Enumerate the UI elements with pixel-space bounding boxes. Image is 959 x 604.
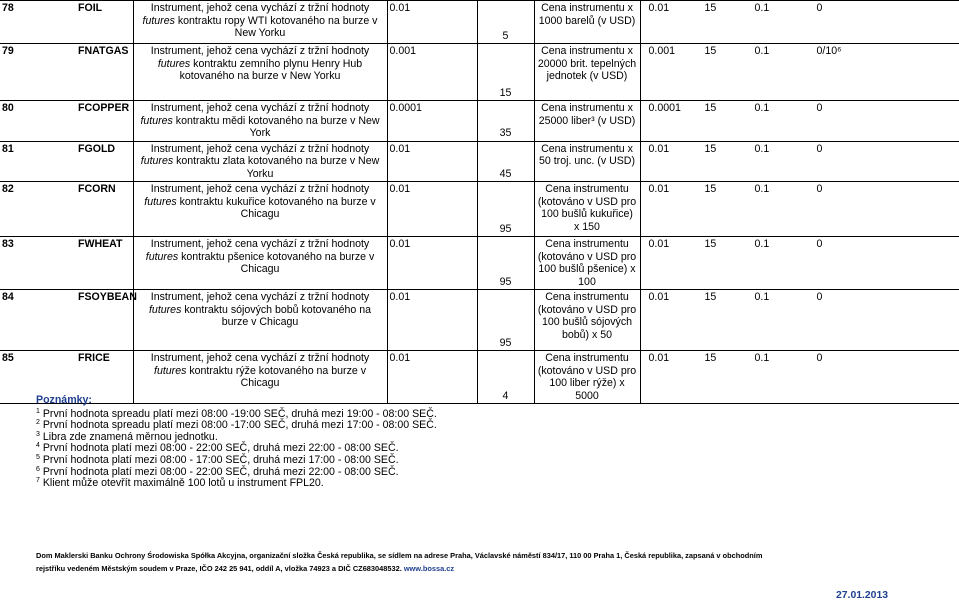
notes-title: Poznámky:: [36, 394, 92, 406]
description-text-end: kontraktu ropy WTI kotovaného na burze v New Yorku: [174, 14, 378, 39]
contract-multiplier: Cena instrumentu (kotováno v USD pro 100 bušlů sójových bobů) x 50: [534, 290, 640, 351]
table-row: [0, 44, 959, 101]
contract-multiplier: Cena instrumentu (kotováno v USD pro 100 liber rýže) x 5000: [534, 351, 640, 404]
description-text-end: kontraktu kukuřice kotovaného na burze v Chicagu: [176, 195, 376, 220]
margin: 0: [816, 142, 823, 155]
row-number: 82: [2, 183, 14, 195]
spread: 0.1: [754, 238, 770, 250]
note-text: První hodnota spreadu platí mezi 08:00 -19:00 SEČ, druhá mezi 19:00 - 08:00 SEČ.: [42, 407, 437, 420]
row-number: 83: [2, 238, 14, 250]
tick-size: 0.01: [387, 290, 477, 351]
company-footer: [36, 549, 762, 575]
instrument-description: [133, 44, 387, 101]
description-text-end: kontraktu mědi kotovaného na burze v New York: [172, 114, 380, 139]
description-futures: futures: [148, 303, 182, 316]
description-text: Instrument, jehož cena vychází z tržní hodnoty: [150, 352, 370, 364]
tick-value: 4: [477, 351, 534, 404]
margin: 0: [816, 102, 823, 114]
table-row: [0, 290, 959, 351]
min-lot: 0.01: [648, 352, 670, 364]
trading-params: [640, 351, 959, 404]
description-text: Instrument, jehož cena vychází z tržní hodnoty: [150, 183, 370, 195]
description-futures: futures: [154, 364, 187, 377]
description-text: Instrument, jehož cena vychází z tržní hodnoty: [150, 2, 370, 14]
instrument-description: [133, 290, 387, 351]
trading-params: [640, 141, 959, 182]
min-lot: 0.0001: [648, 102, 681, 114]
instrument-code: FRICE: [78, 352, 110, 364]
description-text-end: kontraktu rýže kotovaného na burze v Chicagu: [186, 364, 366, 389]
trading-params: [640, 101, 959, 142]
description-text: Instrument, jehož cena vychází z tržní hodnoty: [150, 45, 370, 57]
tick-size: 0.01: [387, 237, 477, 290]
contract-multiplier: Cena instrumentu x 1000 barelů (v USD): [534, 1, 640, 44]
description-futures: futures: [140, 114, 173, 127]
footer-url-link[interactable]: www.bossa.cz: [403, 564, 455, 573]
description-text-end: kontraktu zemního plynu Henry Hub kotovaného na burze v New Yorku: [179, 57, 363, 82]
instrument-description: [133, 101, 387, 142]
instrument-description: [133, 182, 387, 237]
spread: 0.1: [754, 102, 770, 114]
description-text-end: kontraktu pšenice kotovaného na burze v Chicagu: [178, 250, 375, 275]
min-lot: 0.01: [648, 183, 670, 195]
description-text: Instrument, jehož cena vychází z tržní hodnoty: [150, 142, 370, 155]
row-number: 85: [2, 352, 14, 364]
note-number: 4: [36, 442, 40, 450]
instrument-code: FOIL: [78, 2, 103, 14]
tick-value: 35: [477, 101, 534, 142]
note-text: Libra zde znamená měrnou jednotku.: [42, 430, 218, 443]
description-text-end: kontraktu zlata kotovaného na burze v New Yorku: [173, 155, 380, 180]
note-text: Klient může otevřít maximálně 100 lotů u instrument FPL20.: [42, 477, 324, 490]
table-row: [0, 237, 959, 290]
description-text: Instrument, jehož cena vychází z tržní hodnoty: [150, 238, 370, 250]
spread: 0.1: [754, 183, 770, 195]
margin: 0: [816, 291, 823, 303]
spread: 0.1: [754, 2, 770, 14]
max-lots: 15: [704, 45, 717, 57]
tick-value: 95: [477, 237, 534, 290]
contract-multiplier: Cena instrumentu (kotováno v USD pro 100 bušlů kukuřice) x 150: [534, 182, 640, 237]
footer-line-2: [36, 562, 762, 575]
instrument-symbol-cell: [0, 237, 133, 290]
row-number: 79: [2, 45, 14, 57]
instrument-code: FCOPPER: [78, 102, 130, 114]
tick-value: 5: [477, 1, 534, 44]
max-lots: 15: [704, 291, 717, 303]
trading-params: [640, 44, 959, 101]
instrument-symbol-cell: [0, 44, 133, 101]
instrument-description: [133, 1, 387, 44]
instrument-symbol-cell: [0, 182, 133, 237]
row-number: 80: [2, 102, 14, 114]
spread: 0.1: [754, 291, 770, 303]
trading-params: [640, 182, 959, 237]
description-text: Instrument, jehož cena vychází z tržní hodnoty: [150, 102, 370, 114]
max-lots: 15: [704, 102, 717, 114]
contract-multiplier: Cena instrumentu (kotováno v USD pro 100 bušlů pšenice) x 100: [534, 237, 640, 290]
description-futures: futures: [142, 14, 175, 27]
notes-section: [36, 395, 437, 490]
instrument-description: [133, 237, 387, 290]
footer-line-1: Dom Maklerski Banku Ochrony Środowiska Spółka Akcyjna, organizační složka Česká republika, se sídlem na adrese Praha, Václavské náměstí 834/17, 110 00 Praha 1, Česká republika, zapsaná v obchodním: [36, 551, 763, 560]
spread: 0.1: [754, 142, 770, 155]
instrument-symbol-cell: [0, 1, 133, 44]
instrument-code: FCORN: [78, 183, 116, 195]
note-text: První hodnota spreadu platí mezi 08:00 -17:00 SEČ, druhá mezi 17:00 - 08:00 SEČ.: [42, 419, 437, 432]
contract-multiplier: Cena instrumentu x 20000 brit. tepelných jednotek (v USD): [534, 44, 640, 101]
tick-size: 0.0001: [387, 101, 477, 142]
tick-value: 15: [477, 44, 534, 101]
note-text: První hodnota platí mezi 08:00 - 22:00 SEČ, druhá mezi 22:00 - 08:00 SEČ.: [42, 465, 399, 478]
instrument-symbol-cell: [0, 141, 133, 182]
tick-value: 95: [477, 290, 534, 351]
note-number: 2: [36, 419, 40, 427]
instrument-table-body: [0, 1, 959, 404]
tick-size: 0.001: [387, 44, 477, 101]
max-lots: 15: [704, 183, 717, 195]
tick-value: 45: [477, 141, 534, 182]
description-futures: futures: [144, 195, 177, 208]
instrument-code: FNATGAS: [78, 45, 129, 57]
margin: 0: [816, 2, 823, 14]
min-lot: 0.01: [648, 238, 670, 250]
tick-size: 0.01: [387, 1, 477, 44]
note-item: [36, 478, 437, 490]
note-number: 6: [36, 465, 40, 473]
instrument-code: FWHEAT: [78, 238, 123, 250]
row-number: 78: [2, 2, 14, 14]
description-futures: futures: [157, 57, 191, 70]
note-text: První hodnota platí mezi 08:00 - 22:00 SEČ, druhá mezi 22:00 - 08:00 SEČ.: [42, 442, 399, 455]
contract-multiplier: Cena instrumentu x 50 troj. unc. (v USD): [534, 141, 640, 182]
note-number: 7: [36, 477, 40, 485]
margin: 0: [816, 183, 823, 195]
note-number: 1: [36, 407, 40, 415]
footer-line-2-text: rejstříku vedeném Městským soudem v Praze, IČO 242 25 941, oddíl A, vložka 74923 a DIČ CZ683048532.: [36, 564, 404, 573]
note-number: 3: [36, 430, 40, 438]
description-text: Instrument, jehož cena vychází z tržní hodnoty: [150, 291, 370, 303]
contract-multiplier: Cena instrumentu x 25000 liber³ (v USD): [534, 101, 640, 142]
notes-list: [36, 409, 437, 490]
tick-value: 95: [477, 182, 534, 237]
instrument-code: FGOLD: [78, 142, 116, 155]
instrument-description: [133, 141, 387, 182]
row-number: 84: [2, 291, 14, 303]
instrument-symbol-cell: [0, 101, 133, 142]
table-row: [0, 101, 959, 142]
tick-size: 0.01: [387, 141, 477, 182]
trading-params: [640, 290, 959, 351]
margin: 0: [816, 352, 823, 364]
min-lot: 0.001: [648, 45, 676, 57]
note-number: 5: [36, 453, 40, 461]
table-row: [0, 1, 959, 44]
min-lot: 0.01: [648, 2, 670, 14]
description-futures: futures: [145, 250, 179, 263]
max-lots: 15: [704, 238, 717, 250]
document-date: 27.01.2013: [836, 590, 889, 601]
table-row: [0, 182, 959, 237]
table-row: [0, 141, 959, 182]
max-lots: 15: [704, 142, 717, 155]
row-number: 81: [2, 142, 14, 155]
margin: 0/10⁶: [816, 45, 842, 57]
min-lot: 0.01: [648, 291, 670, 303]
instrument-symbol-cell: [0, 290, 137, 351]
tick-size: 0.01: [387, 182, 477, 237]
instrument-code: FSOYBEAN: [78, 291, 137, 303]
max-lots: 15: [704, 2, 717, 14]
margin: 0: [816, 238, 823, 250]
note-text: První hodnota platí mezi 08:00 - 17:00 SEČ, druhá mezi 17:00 - 08:00 SEČ.: [42, 453, 399, 466]
description-text-end: kontraktu sójových bobů kotovaného na burze v Chicagu: [181, 303, 372, 328]
spread: 0.1: [754, 352, 770, 364]
min-lot: 0.01: [648, 142, 670, 155]
trading-params: [640, 237, 959, 290]
max-lots: 15: [704, 352, 717, 364]
description-futures: futures: [140, 155, 174, 167]
trading-params: [640, 1, 959, 44]
tick-size: 0.01: [387, 351, 477, 404]
spread: 0.1: [754, 45, 770, 57]
